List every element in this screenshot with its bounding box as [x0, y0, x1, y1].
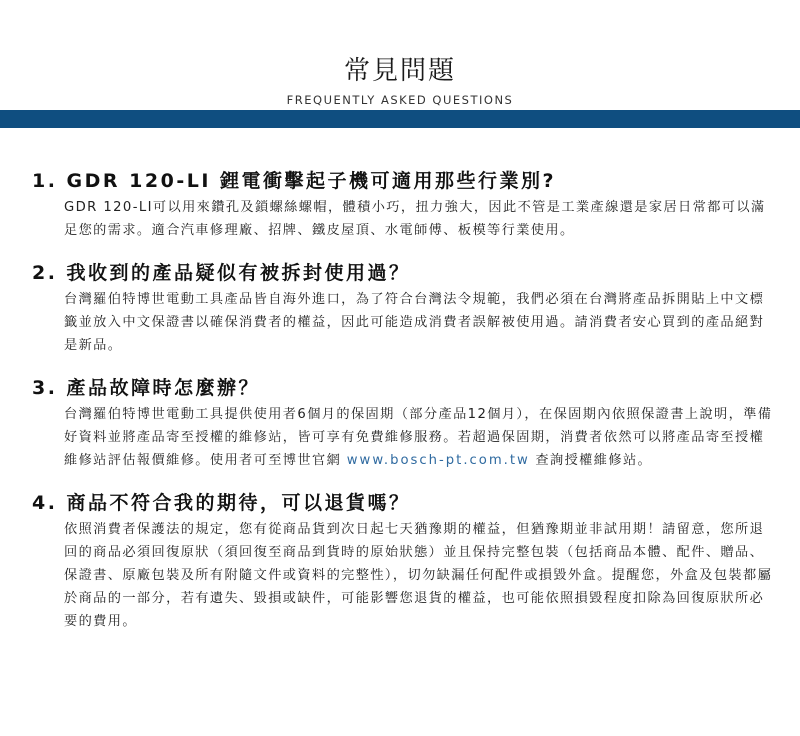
bosch-website-link[interactable]: www.bosch-pt.com.tw [346, 453, 530, 468]
page-header [0, 0, 800, 108]
faq-list [0, 168, 800, 651]
faq-item-3 [0, 375, 800, 472]
faq-item-2 [0, 260, 800, 357]
faq-item-1 [0, 168, 800, 242]
faq-question-4: 4. 商品不符合我的期待，可以退貨嗎？ [32, 492, 411, 514]
faq-answer-2: 台灣羅伯特博世電動工具產品皆自海外進口，為了符合台灣法令規範，我們必須在台灣將產品拆開貼上中文標籤並放入中文保證書以確保消費者的權益，因此可能造成消費者誤解被使用過。請消費者安心買到的產品絕對是新品。 [64, 292, 765, 353]
faq-answer-3-text-before: 台灣羅伯特博世電動工具提供使用者6個月的保固期（部分產品12個月），在保固期內依照保證書上說明，準備好資料並將產品寄至授權的維修站，皆可享有免費維修服務。若超過保固期，消費者依然可以將產品寄至授權維修站評估報價維修。使用者可至博世官網 [64, 407, 773, 468]
faq-question-2: 2. 我收到的產品疑似有被拆封使用過？ [32, 262, 411, 284]
faq-answer-1: GDR 120-LI可以用來鑽孔及鎖螺絲螺帽，體積小巧，扭力強大，因此不管是工業產線還是家居日常都可以滿足您的需求。適合汽車修理廠、招牌、鐵皮屋頂、水電師傅、板模等行業使用。 [64, 200, 766, 238]
page-subtitle: FREQUENTLY ASKED QUESTIONS [286, 93, 514, 107]
page-title: 常見問題 [343, 56, 456, 86]
faq-answer-3 [64, 403, 776, 472]
faq-question-1: 1. GDR 120-LI 鋰電衝擊起子機可適用那些行業別? [32, 170, 557, 192]
header-band [0, 110, 800, 128]
faq-item-4 [0, 490, 800, 633]
faq-answer-4: 依照消費者保護法的規定，您有從商品貨到次日起七天猶豫期的權益，但猶豫期並非試用期！請留意，您所退回的商品必須回復原狀（須回復至商品到貨時的原始狀態）並且保持完整包裝（包括商品本體、配件、贈品、保證書、原廠包裝及所有附隨文件或資料的完整性），切勿缺漏任何配件或損毀外盒。提醒您，外盒及包裝都屬於商品的一部分，若有遺失、毀損或缺件，可能影響您退貨的權益，也可能依照損毀程度扣除為回復原狀所必要的費用。 [64, 522, 773, 629]
faq-answer-3-text-after: 查詢授權維修站。 [535, 453, 653, 468]
faq-question-3: 3. 產品故障時怎麼辦？ [32, 377, 261, 399]
